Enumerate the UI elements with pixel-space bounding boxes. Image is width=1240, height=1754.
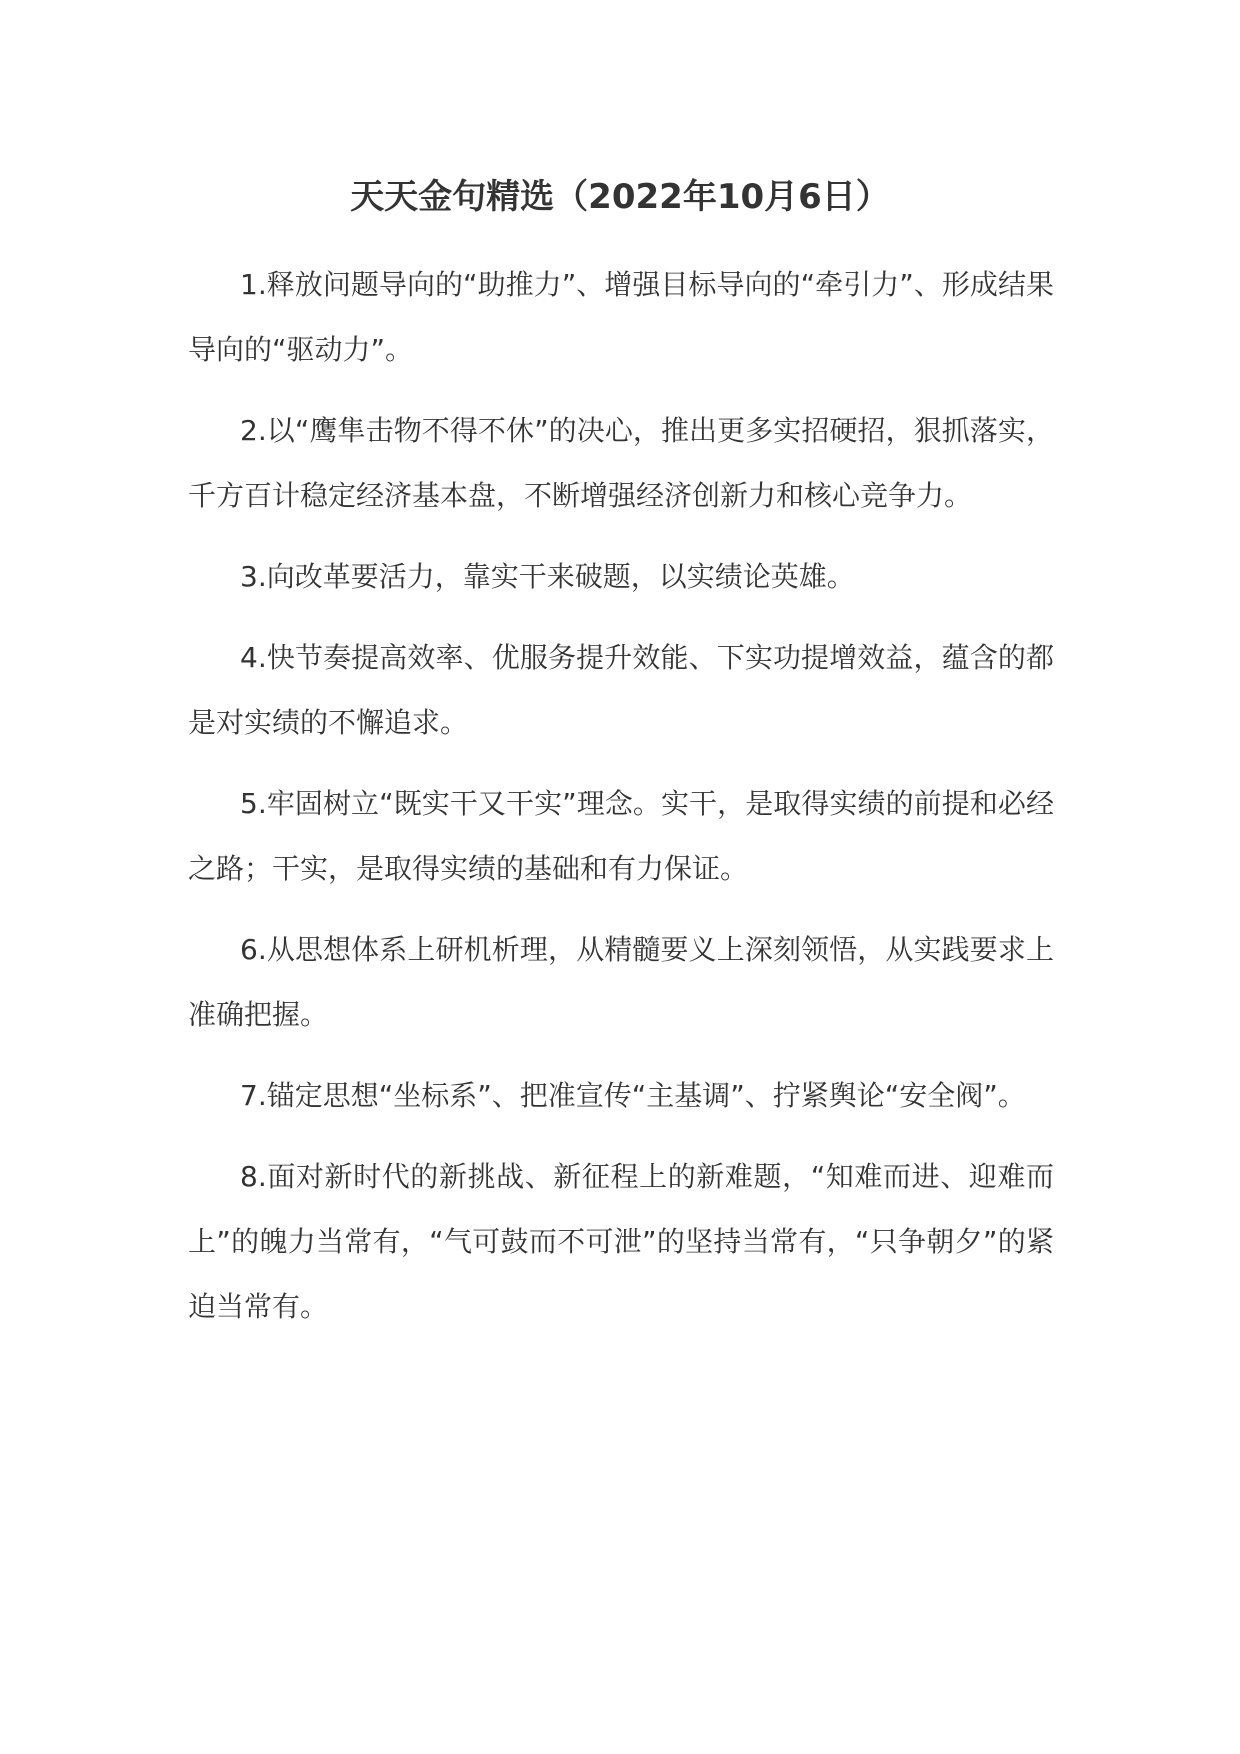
quote-item-2: 2.以“鹰隼击物不得不休”的决心，推出更多实招硬招，狠抓落实，千方百计稳定经济基本盘，不断增强经济创新力和核心竞争力。 [188,414,1054,512]
quote-item-1: 1.释放问题导向的“助推力”、增强目标导向的“牵引力”、形成结果导向的“驱动力”。 [188,268,1054,366]
quote-item-8: 8.面对新时代的新挑战、新征程上的新难题，“知难而进、迎难而上”的魄力当常有，“气可鼓而不可泄”的坚持当常有，“只争朝夕”的紧迫当常有。 [188,1160,1054,1323]
quote-item-4: 4.快节奏提高效率、优服务提升效能、下实功提增效益，蕴含的都是对实绩的不懈追求。 [188,641,1054,739]
quote-list [188,252,1054,1355]
quote-item-6: 6.从思想体系上研机析理，从精髓要义上深刻领悟，从实践要求上准确把握。 [188,933,1054,1031]
quote-item-7: 7.锚定思想“坐标系”、把准宣传“主基调”、拧紧舆论“安全阀”。 [240,1079,1026,1112]
document-title: 天天金句精选（2022年10月6日） [350,177,890,217]
quote-item-5: 5.牢固树立“既实干又干实”理念。实干，是取得实绩的前提和必经之路；干实，是取得实绩的基础和有力保证。 [188,787,1054,885]
quote-item-3: 3.向改革要活力，靠实干来破题，以实绩论英雄。 [240,560,855,593]
